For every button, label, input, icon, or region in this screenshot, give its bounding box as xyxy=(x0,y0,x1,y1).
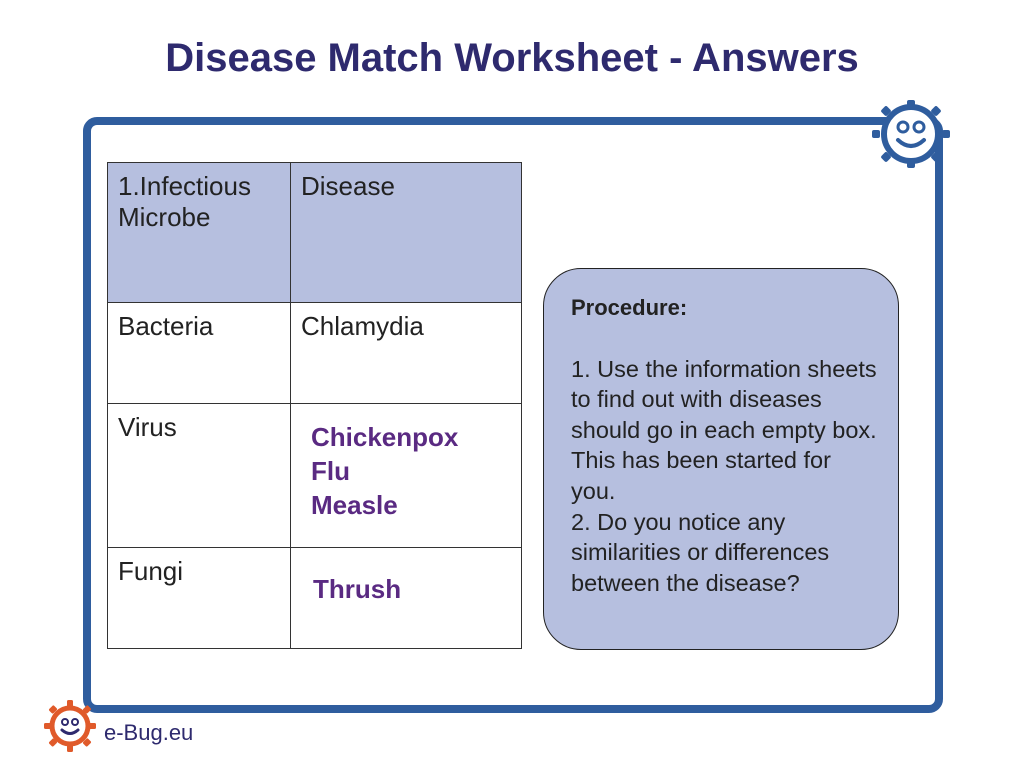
cell-microbe: Virus xyxy=(108,404,291,548)
answer-text: Chickenpox xyxy=(311,422,459,452)
cell-microbe: Fungi xyxy=(108,548,291,649)
table-row xyxy=(108,548,522,649)
header-microbe: 1.Infectious Microbe xyxy=(108,163,291,303)
cell-disease-answers xyxy=(291,548,522,649)
brand-text: e-Bug.eu xyxy=(104,720,194,745)
page-title: Disease Match Worksheet - Answers xyxy=(165,36,859,80)
procedure-box xyxy=(543,268,899,650)
disease-match-table xyxy=(107,162,522,649)
table-header-row xyxy=(108,163,522,303)
procedure-step: 1. Use the information sheets to find out with diseases should go in each empty box. This has been started for you. xyxy=(571,355,877,504)
answer-text: Measle xyxy=(311,490,398,520)
bug-smiley-icon xyxy=(872,100,950,168)
header-disease: Disease xyxy=(291,163,522,303)
table-row xyxy=(108,404,522,548)
table-row xyxy=(108,303,522,404)
procedure-step: 2. Do you notice any similarities or differences between the disease? xyxy=(571,508,830,596)
answer-text: Thrush xyxy=(313,574,402,604)
e-bug-logo-icon xyxy=(44,700,96,752)
cell-disease-answers xyxy=(291,404,522,548)
cell-microbe: Bacteria xyxy=(108,303,291,404)
procedure-title: Procedure: xyxy=(571,295,688,320)
answer-text: Flu xyxy=(311,456,350,486)
cell-disease: Chlamydia xyxy=(291,303,522,404)
